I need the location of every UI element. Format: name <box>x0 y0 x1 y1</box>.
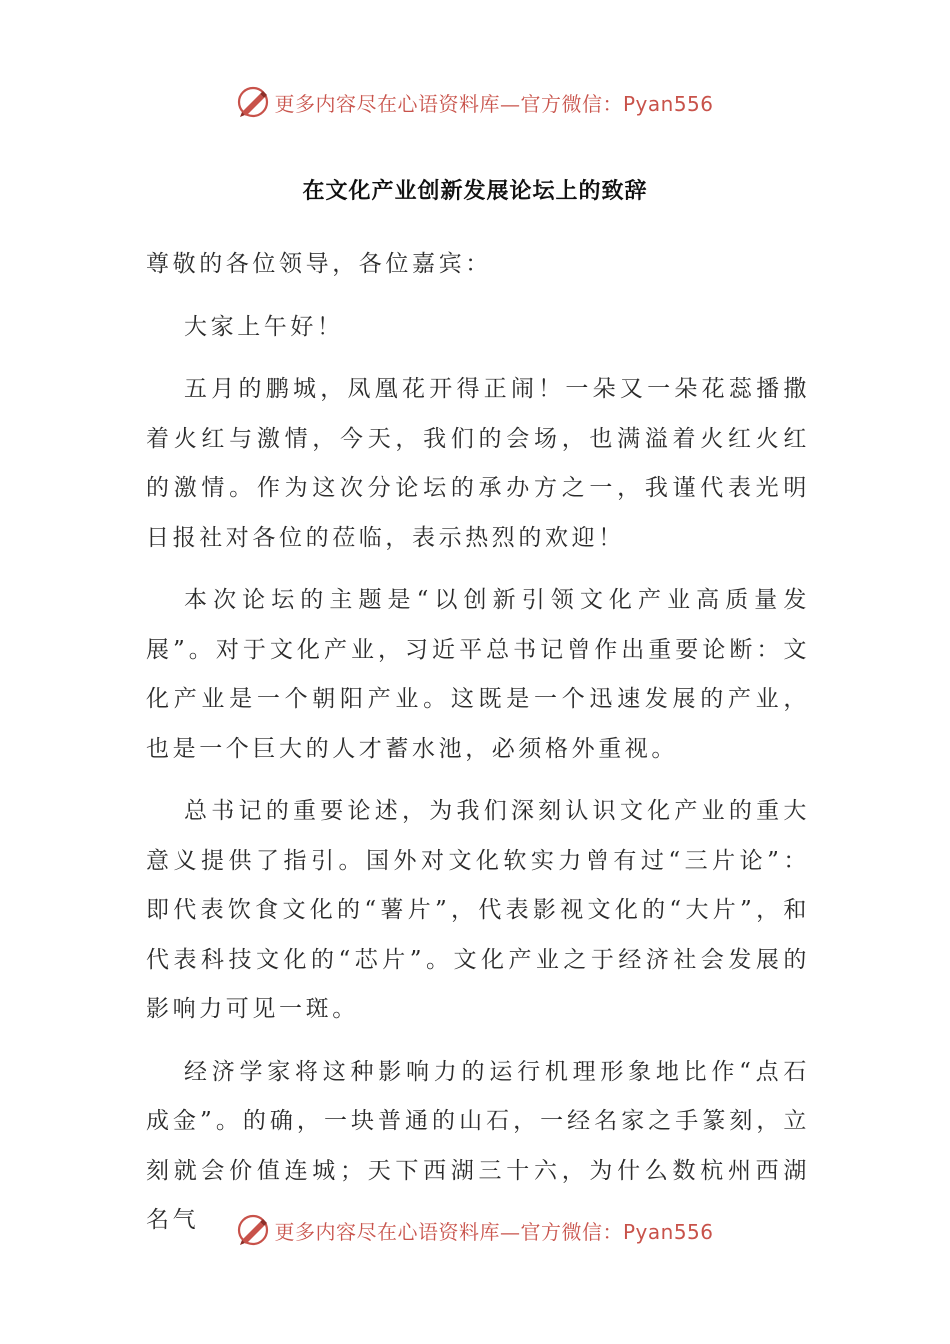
document-title: 在文化产业创新发展论坛上的致辞 <box>302 178 648 204</box>
header-watermark-banner <box>0 82 950 122</box>
document-body <box>146 240 810 1259</box>
pen-logo-icon <box>236 85 270 119</box>
paragraph: 五月的鹏城，凤凰花开得正闹！一朵又一朵花蕊播撒着火红与激情，今天，我们的会场，也满溢着火红火红的激情。作为这次分论坛的承办方之一，我谨代表光明日报社对各位的莅临，表示热烈的欢迎！ <box>146 376 810 551</box>
banner-text: 更多内容尽在心语资料库—官方微信：Pyan556 <box>274 1219 714 1244</box>
paragraph: 经济学家将这种影响力的运行机理形象地比作“点石成金”。的确，一块普通的山石，一经名家之手篆刻，立刻就会价值连城；天下西湖三十六，为什么数杭州西湖名气 <box>146 1058 810 1233</box>
salutation: 尊敬的各位领导，各位嘉宾： <box>146 251 492 277</box>
footer-watermark-banner <box>0 1210 950 1250</box>
paragraph: 总书记的重要论述，为我们深刻认识文化产业的重大意义提供了指引。国外对文化软实力曾有过“三片论”：即代表饮食文化的“薯片”，代表影视文化的“大片”，和代表科技文化的“芯片”。文化产业之于经济社会发展的影响力可见一斑。 <box>146 798 810 1022</box>
paragraph: 大家上午好！ <box>184 313 344 340</box>
wechat-id: Pyan556 <box>622 1219 714 1244</box>
banner-text: 更多内容尽在心语资料库—官方微信：Pyan556 <box>274 91 714 116</box>
pen-logo-icon <box>236 1213 270 1247</box>
wechat-id: Pyan556 <box>622 91 714 116</box>
paragraph: 本次论坛的主题是“以创新引领文化产业高质量发展”。对于文化产业，习近平总书记曾作出重要论断：文化产业是一个朝阳产业。这既是一个迅速发展的产业，也是一个巨大的人才蓄水池，必须格外重视。 <box>146 587 810 762</box>
